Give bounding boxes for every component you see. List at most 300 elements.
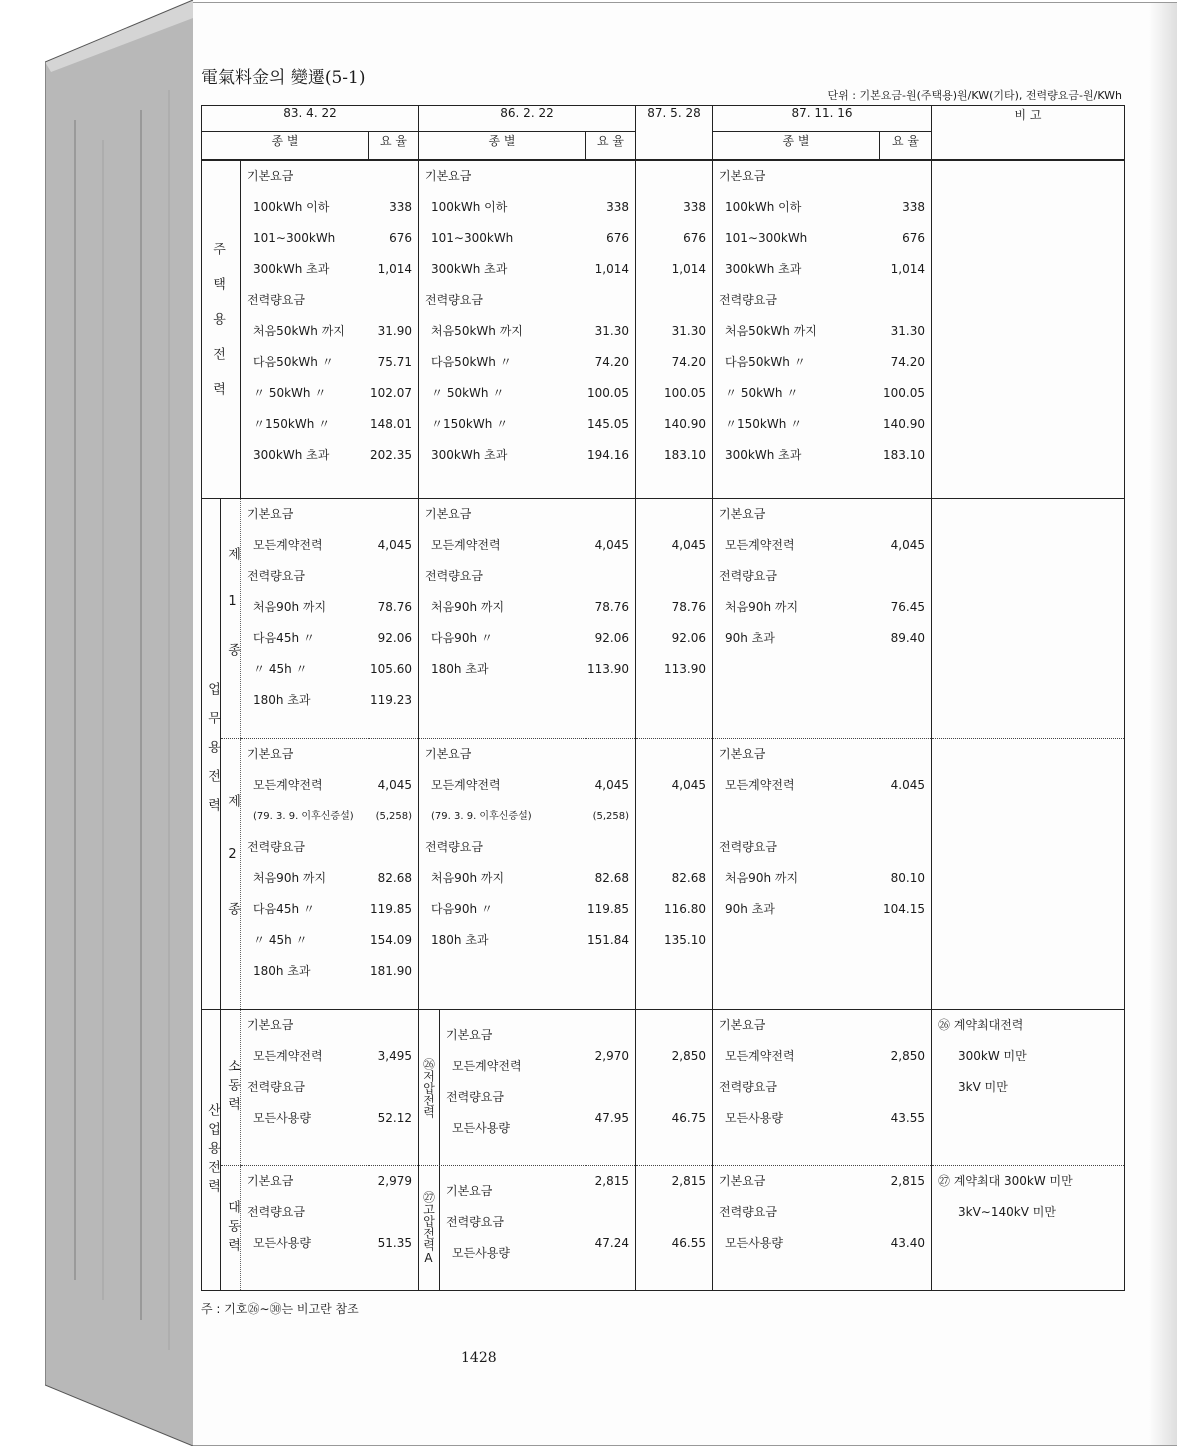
ind-large-c2-rates-1	[586, 1197, 636, 1228]
business1-c2-rates-6	[586, 685, 636, 716]
business1-c2-rates-0	[586, 499, 636, 530]
ind-small-c4-items-0: 기본요금	[719, 1018, 766, 1032]
ind-small-c2-rates-1: 2,970	[594, 1049, 629, 1063]
header-rate-2: 요 율	[586, 132, 636, 160]
label-business: 업무용전력	[202, 499, 221, 1010]
residential-c3-rates-6: 74.20	[671, 354, 706, 369]
label-business-2: 제2종	[221, 739, 241, 1010]
is-c2-rates	[586, 1010, 636, 1166]
business2-c4-rates-7	[880, 956, 932, 987]
residential-c4-items-7: 〃 50kWh 〃	[725, 385, 799, 400]
b1-c1-rates	[369, 499, 419, 739]
ind-small-c1-items-0: 기본요금	[247, 1018, 294, 1032]
label-residential: 주택용전력	[202, 160, 241, 499]
residential-c2-rates-5: 31.30	[594, 323, 629, 338]
business1-c2-items-1: 모든계약전력	[431, 538, 501, 552]
residential-c2-items-4: 전력량요금	[425, 292, 483, 307]
business1-c2-rates-3: 78.76	[594, 600, 629, 614]
ind-large-remarks-0: ㉗ 계약최대 300kW 미만	[938, 1174, 1073, 1188]
residential-c3-rates-2: 676	[683, 230, 706, 245]
ind-large-c2-items-2: 모든사용량	[452, 1246, 510, 1260]
business2-c1-items-2: (79. 3. 9. 이후신증설)	[253, 811, 354, 822]
ind-small-c3-rates-1: 2,850	[671, 1049, 706, 1063]
residential-c4-rates-2: 676	[902, 230, 926, 245]
business1-c4-items-3: 처음90h 까지	[725, 600, 799, 614]
header-date-4: 87. 11. 16	[713, 106, 932, 132]
ind-large-c2-items-0: 기본요금	[446, 1184, 493, 1198]
ind-small-c1-items-1: 모든계약전력	[253, 1049, 323, 1063]
business2-c2-items-1: 모든계약전력	[431, 778, 501, 792]
page-number: 1428	[461, 1350, 497, 1366]
ind-small-c2-rates-3: 47.95	[594, 1111, 629, 1125]
business2-c4-rates-6	[880, 925, 932, 956]
b2-c4-rates	[880, 739, 932, 1010]
ind-large-c4-items-1: 전력량요금	[719, 1205, 777, 1219]
residential-c1-rates-5: 31.90	[377, 323, 412, 338]
ind-large-c3-rates-1	[636, 1197, 712, 1228]
ind-small-c1-items-2: 전력량요금	[247, 1080, 305, 1094]
ind-large-c1-rates-2: 51.35	[377, 1236, 412, 1250]
business1-c4-rates-1: 4,045	[890, 538, 926, 552]
business2-c3-rates-5: 116.80	[664, 902, 706, 916]
residential-c4-items-3: 300kWh 초과	[725, 261, 802, 276]
ind-small-c2-wrap	[419, 1010, 586, 1165]
ind-small-c4-items-3: 모든사용량	[725, 1111, 783, 1125]
il-c1-rates	[369, 1166, 418, 1259]
business2-c1-items-4: 처음90h 까지	[253, 871, 327, 885]
ind-large-c1-rates-1	[369, 1197, 418, 1228]
business1-c2-rates-1: 4,045	[594, 538, 629, 552]
il-c2-items	[440, 1166, 586, 1290]
residential-c4-rates-6: 74.20	[890, 354, 926, 369]
il-remarks	[932, 1166, 1125, 1291]
ind-small-c2	[419, 1010, 586, 1166]
ind-small-c3-rates-3: 46.75	[671, 1111, 706, 1125]
residential-c2-rates-0	[586, 161, 636, 192]
business1-c1-rates-1: 4,045	[377, 538, 412, 552]
business1-c4-rates-0	[880, 499, 932, 530]
residential-c2-items-3: 300kWh 초과	[431, 261, 508, 276]
b1-c4-rates	[880, 499, 932, 739]
business2-c4-items-3: 전력량요금	[719, 840, 777, 854]
business2-c1-rates-3	[369, 832, 419, 863]
ind-large-remarks-2	[932, 1228, 1124, 1259]
ind-large-c2	[419, 1166, 586, 1291]
residential-c2-rates-4	[586, 285, 636, 316]
residential-c4-rates-5: 31.30	[890, 323, 926, 338]
business2-c1-rates-5: 119.85	[370, 902, 412, 916]
header-remarks: 비 고	[932, 106, 1125, 160]
ind-large-c1-rates-0: 2,979	[377, 1174, 412, 1188]
business1-c3-rates-6	[636, 685, 712, 716]
il-c2-rates	[586, 1166, 636, 1291]
business1-c1-items-3: 처음90h 까지	[253, 600, 327, 614]
business2-c4-items-0: 기본요금	[719, 747, 766, 761]
residential-c3-rates-0	[636, 161, 712, 192]
ind-large-c1-items-1: 전력량요금	[247, 1205, 305, 1219]
label-industrial: 산업용전력	[202, 1010, 221, 1291]
section-residential	[202, 160, 1125, 499]
b2-remarks	[932, 739, 1125, 1010]
b1-remarks	[932, 499, 1125, 739]
is-c3-rates	[636, 1010, 713, 1166]
residential-c3-rates-7: 100.05	[664, 385, 706, 400]
business1-c2-rates-5: 113.90	[587, 662, 629, 676]
b1-c2-items	[419, 499, 586, 739]
header-kind-4: 종 별	[713, 132, 880, 160]
ind-large-c1	[241, 1166, 419, 1291]
res-remarks	[932, 160, 1125, 499]
header-row-dates	[202, 106, 1125, 132]
business2-c2-rates-6: 151.84	[587, 933, 629, 947]
business2-c2-rates-4: 82.68	[594, 871, 629, 885]
business1-c1-items-0: 기본요금	[247, 507, 294, 521]
ind-small-c2-rates-2	[586, 1072, 636, 1103]
business2-c2-rates-2: (5,258)	[592, 811, 629, 822]
ind-large-c4-rates-0: 2,815	[890, 1174, 926, 1188]
ind-large-c1-inner	[241, 1166, 418, 1259]
residential-c1-items-6: 다음50kWh 〃	[253, 354, 334, 369]
document-title: 電氣料金의 變遷(5-1)	[201, 68, 366, 88]
section-industrial-small	[202, 1010, 1125, 1166]
business2-c2-items-7	[419, 956, 586, 987]
ind-large-c2-rates-2: 47.24	[594, 1236, 629, 1250]
ind-small-c2-items-1: 모든계약전력	[452, 1059, 522, 1073]
business2-c1-rates-1: 4,045	[377, 778, 412, 792]
ind-small-c1-rates-1: 3,495	[377, 1049, 412, 1063]
book-spine	[45, 0, 195, 1446]
res-c1-items	[241, 160, 369, 499]
ind-small-c1-inner	[241, 1010, 418, 1134]
document-page	[193, 2, 1177, 1446]
il-c1-items	[241, 1166, 369, 1259]
business2-c2-rates-5: 119.85	[587, 902, 629, 916]
residential-c4-items-4: 전력량요금	[719, 292, 777, 307]
ind-small-c1-items-3: 모든사용량	[253, 1111, 311, 1125]
residential-c1-items-0: 기본요금	[247, 168, 294, 183]
residential-c4-rates-0	[880, 161, 932, 192]
residential-c2-items-7: 〃 50kWh 〃	[431, 385, 505, 400]
section-business-1	[202, 499, 1125, 739]
fee-table	[201, 105, 1125, 1291]
business2-c4-items-4: 처음90h 까지	[725, 871, 799, 885]
ind-small-c1-rates-3: 52.12	[377, 1111, 412, 1125]
residential-c4-items-2: 101∼300kWh	[725, 230, 808, 245]
ind-small-c3-rates-0	[636, 1010, 712, 1041]
residential-c2-items-2: 101∼300kWh	[431, 230, 514, 245]
business2-c1-rates-4: 82.68	[377, 871, 412, 885]
ind-large-c1-items-0: 기본요금	[247, 1174, 294, 1188]
ind-small-c2-rates-0	[586, 1010, 636, 1041]
residential-c4-items-5: 처음50kWh 까지	[725, 323, 817, 338]
business2-c4-rates-4: 80.10	[890, 871, 926, 885]
business1-c1-rates-5: 105.60	[370, 662, 412, 676]
residential-c2-rates-9: 194.16	[587, 447, 629, 462]
ind-small-c1	[241, 1010, 419, 1166]
residential-c4-items-1: 100kWh 이하	[725, 199, 802, 214]
business2-c3-rates-2	[636, 801, 712, 832]
residential-c2-items-6: 다음50kWh 〃	[431, 354, 512, 369]
business2-c4-rates-5: 104.15	[883, 902, 926, 916]
business2-c2-rates-3	[586, 832, 636, 863]
business1-c2-items-6	[419, 685, 586, 716]
residential-c3-rates-4	[636, 285, 712, 316]
residential-c4-items-0: 기본요금	[719, 168, 766, 183]
business2-c3-rates-1: 4,045	[671, 778, 706, 792]
business2-c1-items-3: 전력량요금	[247, 840, 305, 854]
ind-large-c4-items-0: 기본요금	[719, 1174, 766, 1188]
business2-c3-rates-4: 82.68	[671, 871, 706, 885]
ind-small-c3-rates-2	[636, 1072, 712, 1103]
business1-c2-items-4: 다음90h 〃	[431, 631, 493, 645]
business2-c4-rates-0	[880, 739, 932, 770]
business1-c1-items-5: 〃 45h 〃	[253, 662, 308, 676]
business1-c1-rates-4: 92.06	[377, 631, 412, 645]
business1-c3-rates-1: 4,045	[671, 538, 706, 552]
header-date-2: 86. 2. 22	[419, 106, 636, 132]
business1-c1-rates-3: 78.76	[377, 600, 412, 614]
residential-c1-items-8: 〃150kWh 〃	[253, 416, 331, 431]
business2-c4-items-1: 모든계약전력	[725, 778, 795, 792]
business1-c3-rates-2	[636, 561, 712, 592]
ind-small-remarks-1: 300kW 미만	[958, 1049, 1027, 1063]
residential-c2-items-0: 기본요금	[425, 168, 472, 183]
business2-c3-rates-0	[636, 739, 712, 770]
ind-small-c4-rates-2	[880, 1072, 932, 1103]
residential-c2-items-8: 〃150kWh 〃	[431, 416, 509, 431]
res-c2-rates	[586, 160, 636, 499]
residential-c4-items-8: 〃150kWh 〃	[725, 416, 803, 431]
ind-large-c4-rates-1	[880, 1197, 932, 1228]
ind-large-c2-items-1: 전력량요금	[446, 1215, 504, 1229]
b2-c2-rates	[586, 739, 636, 1010]
business1-c1-rates-2	[369, 561, 419, 592]
residential-c1-items-1: 100kWh 이하	[253, 199, 330, 214]
business2-c2-items-6: 180h 초과	[431, 933, 489, 947]
ind-large-c1-items-2: 모든사용량	[253, 1236, 311, 1250]
residential-c4-rates-8: 140.90	[883, 416, 926, 431]
residential-c4-rates-9: 183.10	[883, 447, 926, 462]
b1-c1-items	[241, 499, 369, 739]
residential-c1-rates-4	[369, 285, 419, 316]
b2-c2-items	[419, 739, 586, 1010]
marker-26: ㉖저압전력	[419, 1010, 440, 1165]
il-c4-rates	[880, 1166, 932, 1291]
ind-small-c2-items-3: 모든사용량	[452, 1121, 510, 1135]
business1-c4-items-6	[713, 685, 880, 716]
business1-c4-items-4: 90h 초과	[725, 631, 775, 645]
header-rate-1: 요 율	[369, 132, 419, 160]
residential-c2-rates-1: 338	[606, 199, 629, 214]
is-remarks	[932, 1010, 1125, 1166]
is-c1-rates	[369, 1010, 418, 1134]
residential-c2-items-1: 100kWh 이하	[431, 199, 508, 214]
business1-c1-rates-6: 119.23	[370, 693, 412, 707]
business1-c1-items-6: 180h 초과	[253, 693, 311, 707]
ind-large-c4-items-2: 모든사용량	[725, 1236, 783, 1250]
header-kind-1: 종 별	[202, 132, 369, 160]
residential-c3-rates-3: 1,014	[671, 261, 706, 276]
res-c4-items	[713, 160, 880, 499]
b2-c1-items	[241, 739, 369, 1010]
ind-small-c4-rates-0	[880, 1010, 932, 1041]
ind-large-c3-rates-0: 2,815	[671, 1174, 706, 1188]
business2-c1-items-5: 다음45h 〃	[253, 902, 315, 916]
residential-c1-rates-9: 202.35	[370, 447, 412, 462]
business1-c4-rates-3: 76.45	[890, 600, 926, 614]
business1-c4-items-5	[713, 654, 880, 685]
ind-large-c2-rates-0: 2,815	[594, 1174, 629, 1188]
label-ind-small: 소동력	[221, 1010, 241, 1166]
ind-large-c2-wrap	[419, 1166, 586, 1290]
residential-c1-items-5: 처음50kWh 까지	[253, 323, 345, 338]
business1-c4-rates-6	[880, 685, 932, 716]
residential-c2-rates-7: 100.05	[587, 385, 629, 400]
business1-c1-items-1: 모든계약전력	[253, 538, 323, 552]
residential-c2-rates-6: 74.20	[594, 354, 629, 369]
ind-small-remarks-2: 3kV 미만	[958, 1080, 1008, 1094]
residential-c1-items-7: 〃 50kWh 〃	[253, 385, 327, 400]
residential-c1-rates-6: 75.71	[377, 354, 412, 369]
b2-c3-rates	[636, 739, 713, 1010]
ind-large-c3-rates-2: 46.55	[671, 1236, 706, 1250]
il-c3-rates	[636, 1166, 713, 1291]
business1-c2-items-0: 기본요금	[425, 507, 472, 521]
residential-c1-rates-3: 1,014	[377, 261, 412, 276]
business1-c2-rates-2	[586, 561, 636, 592]
business2-c1-items-7: 180h 초과	[253, 964, 311, 978]
ind-large-remarks-1: 3kV∼140kV 미만	[958, 1205, 1056, 1219]
residential-c3-rates-5: 31.30	[671, 323, 706, 338]
residential-c1-rates-0	[369, 161, 419, 192]
business2-c4-items-6	[713, 925, 880, 956]
ind-small-remarks-3	[932, 1103, 1124, 1134]
section-industrial-large	[202, 1166, 1125, 1291]
business2-c1-rates-0	[369, 739, 419, 770]
residential-c2-rates-3: 1,014	[594, 261, 629, 276]
business2-c4-rates-1: 4.045	[890, 778, 926, 792]
ind-small-remarks-0: ㉖ 계약최대전력	[938, 1018, 1024, 1032]
residential-c3-rates-1: 338	[683, 199, 706, 214]
label-business-1: 제1종	[221, 499, 241, 739]
business2-c2-items-4: 처음90h 까지	[431, 871, 505, 885]
business2-c2-items-2: (79. 3. 9. 이후신증설)	[431, 811, 532, 822]
residential-c3-rates-9: 183.10	[664, 447, 706, 462]
residential-c2-items-9: 300kWh 초과	[431, 447, 508, 462]
business2-c1-rates-7: 181.90	[370, 964, 412, 978]
residential-c1-items-2: 101∼300kWh	[253, 230, 336, 245]
res-c3-rates	[636, 160, 713, 499]
header-kind-2: 종 별	[419, 132, 586, 160]
section-business-2	[202, 739, 1125, 1010]
unit-note: 단위 : 기본요금-원(주택용)원/KW(기타), 전력량요금-원/KWh	[827, 89, 1122, 102]
business2-c1-rates-6: 154.09	[370, 933, 412, 947]
business2-c4-items-7	[713, 956, 880, 987]
business2-c2-rates-7	[586, 956, 636, 987]
business2-c1-rates-2: (5,258)	[375, 811, 412, 822]
b1-c3-rates	[636, 499, 713, 739]
ind-small-c4-items-2: 전력량요금	[719, 1080, 777, 1094]
business2-c4-rates-3	[880, 832, 932, 863]
b1-c4-items	[713, 499, 880, 739]
res-c2-items	[419, 160, 586, 499]
residential-c2-rates-2: 676	[606, 230, 629, 245]
res-c1-rates	[369, 160, 419, 499]
business1-c1-items-4: 다음45h 〃	[253, 631, 315, 645]
business1-c4-items-1: 모든계약전력	[725, 538, 795, 552]
is-c2-items	[440, 1010, 586, 1165]
business1-c4-items-0: 기본요금	[719, 507, 766, 521]
residential-c3-rates-8: 140.90	[664, 416, 706, 431]
business2-c1-items-1: 모든계약전력	[253, 778, 323, 792]
business2-c2-rates-1: 4,045	[594, 778, 629, 792]
ind-small-c4-rates-1: 2,850	[890, 1049, 926, 1063]
business2-c3-rates-6: 135.10	[664, 933, 706, 947]
business2-c3-rates-7	[636, 956, 712, 987]
ind-small-c1-rates-0	[369, 1010, 418, 1041]
residential-c4-rates-3: 1,014	[890, 261, 926, 276]
business2-c3-rates-3	[636, 832, 712, 863]
header-date-3: 87. 5. 28	[636, 106, 713, 160]
residential-c4-items-9: 300kWh 초과	[725, 447, 802, 462]
business1-c2-items-3: 처음90h 까지	[431, 600, 505, 614]
ind-small-c4-rates-3: 43.55	[890, 1111, 926, 1125]
business2-c4-rates-2	[880, 801, 932, 832]
business2-c2-rates-0	[586, 739, 636, 770]
business1-c2-items-2: 전력량요금	[425, 569, 483, 583]
business1-c3-rates-4: 92.06	[671, 631, 706, 645]
residential-c1-rates-8: 148.01	[370, 416, 412, 431]
residential-c2-items-5: 처음50kWh 까지	[431, 323, 523, 338]
residential-c1-rates-1: 338	[389, 199, 412, 214]
residential-c1-rates-2: 676	[389, 230, 412, 245]
residential-c4-items-6: 다음50kWh 〃	[725, 354, 806, 369]
page-edge-shadow	[1149, 3, 1177, 1445]
ind-large-c4-rates-2: 43.40	[890, 1236, 926, 1250]
business1-c3-rates-5: 113.90	[664, 662, 706, 676]
business2-c1-items-0: 기본요금	[247, 747, 294, 761]
business1-c4-rates-4: 89.40	[890, 631, 926, 645]
business1-c1-items-2: 전력량요금	[247, 569, 305, 583]
residential-c1-items-4: 전력량요금	[247, 292, 305, 307]
is-c4-items	[713, 1010, 880, 1166]
business2-c1-items-6: 〃 45h 〃	[253, 933, 308, 947]
header-rate-4: 요 율	[880, 132, 932, 160]
residential-c4-rates-1: 338	[902, 199, 926, 214]
business2-c2-items-0: 기본요금	[425, 747, 472, 761]
residential-c1-items-9: 300kWh 초과	[253, 447, 330, 462]
business2-c4-items-5: 90h 초과	[725, 902, 775, 916]
residential-c1-items-3: 300kWh 초과	[253, 261, 330, 276]
is-c1-items	[241, 1010, 369, 1134]
ind-small-c2-items-2: 전력량요금	[446, 1090, 504, 1104]
business1-c3-rates-0	[636, 499, 712, 530]
footnote: 주 : 기호㉖∼㉚는 비고란 참조	[201, 1302, 359, 1316]
business1-c2-items-5: 180h 초과	[431, 662, 489, 676]
residential-c4-rates-7: 100.05	[883, 385, 926, 400]
business1-c4-rates-2	[880, 561, 932, 592]
ind-small-c4-items-1: 모든계약전력	[725, 1049, 795, 1063]
header-date-1: 83. 4. 22	[202, 106, 419, 132]
business2-c2-items-3: 전력량요금	[425, 840, 483, 854]
business2-c2-items-5: 다음90h 〃	[431, 902, 493, 916]
b1-c2-rates	[586, 499, 636, 739]
residential-c2-rates-8: 145.05	[587, 416, 629, 431]
business1-c4-items-2: 전력량요금	[719, 569, 777, 583]
business1-c3-rates-3: 78.76	[671, 600, 706, 614]
res-c4-rates	[880, 160, 932, 499]
is-c4-rates	[880, 1010, 932, 1166]
